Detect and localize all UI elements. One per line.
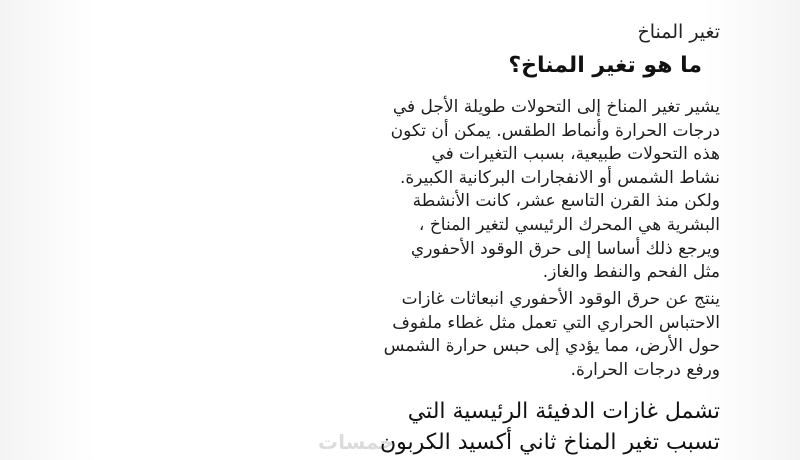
paragraph-line: ولكن منذ القرن التاسع عشر، كانت الأنشطة xyxy=(412,191,720,212)
paragraph-line: مثل الفحم والنفط والغاز. xyxy=(542,262,720,283)
paragraph-1 xyxy=(200,96,720,285)
paragraph-line: ورفع درجات الحرارة. xyxy=(570,359,720,380)
paragraph-line: تشمل غازات الدفيئة الرئيسية التي xyxy=(407,399,720,424)
paragraph-3 xyxy=(200,396,720,458)
page-title: ما هو تغير المناخ؟ xyxy=(508,53,702,78)
section-title: تغير المناخ xyxy=(637,21,720,43)
paragraph-line: تسبب تغير المناخ ثاني أكسيد الكربون xyxy=(380,430,720,455)
paragraph-line: درجات الحرارة وأنماط الطقس. يمكن أن تكون xyxy=(390,120,720,141)
paragraph-line: ويرجع ذلك أساسا إلى حرق الوقود الأحفوري xyxy=(410,238,720,259)
paragraph-line: يشير تغير المناخ إلى التحولات طويلة الأجل في xyxy=(392,97,720,117)
watermark: خمسات xyxy=(318,430,394,454)
paragraph-line: ينتج عن حرق الوقود الأحفوري انبعاثات غازات xyxy=(401,289,720,309)
paragraph-line: نشاط الشمس أو الانفجارات البركانية الكبيرة. xyxy=(399,167,720,188)
paragraph-line: البشرية هي المحرك الرئيسي لتغير المناخ ، xyxy=(418,214,720,235)
paragraph-line: حول الأرض، مما يؤدي إلى حبس حرارة الشمس xyxy=(383,336,720,357)
paragraph-line: هذه التحولات طبيعية، بسبب التغيرات في xyxy=(431,144,720,165)
paragraph-2 xyxy=(200,288,720,382)
paragraph-line: الاحتباس الحراري التي تعمل مثل غطاء ملفوف xyxy=(392,312,720,333)
